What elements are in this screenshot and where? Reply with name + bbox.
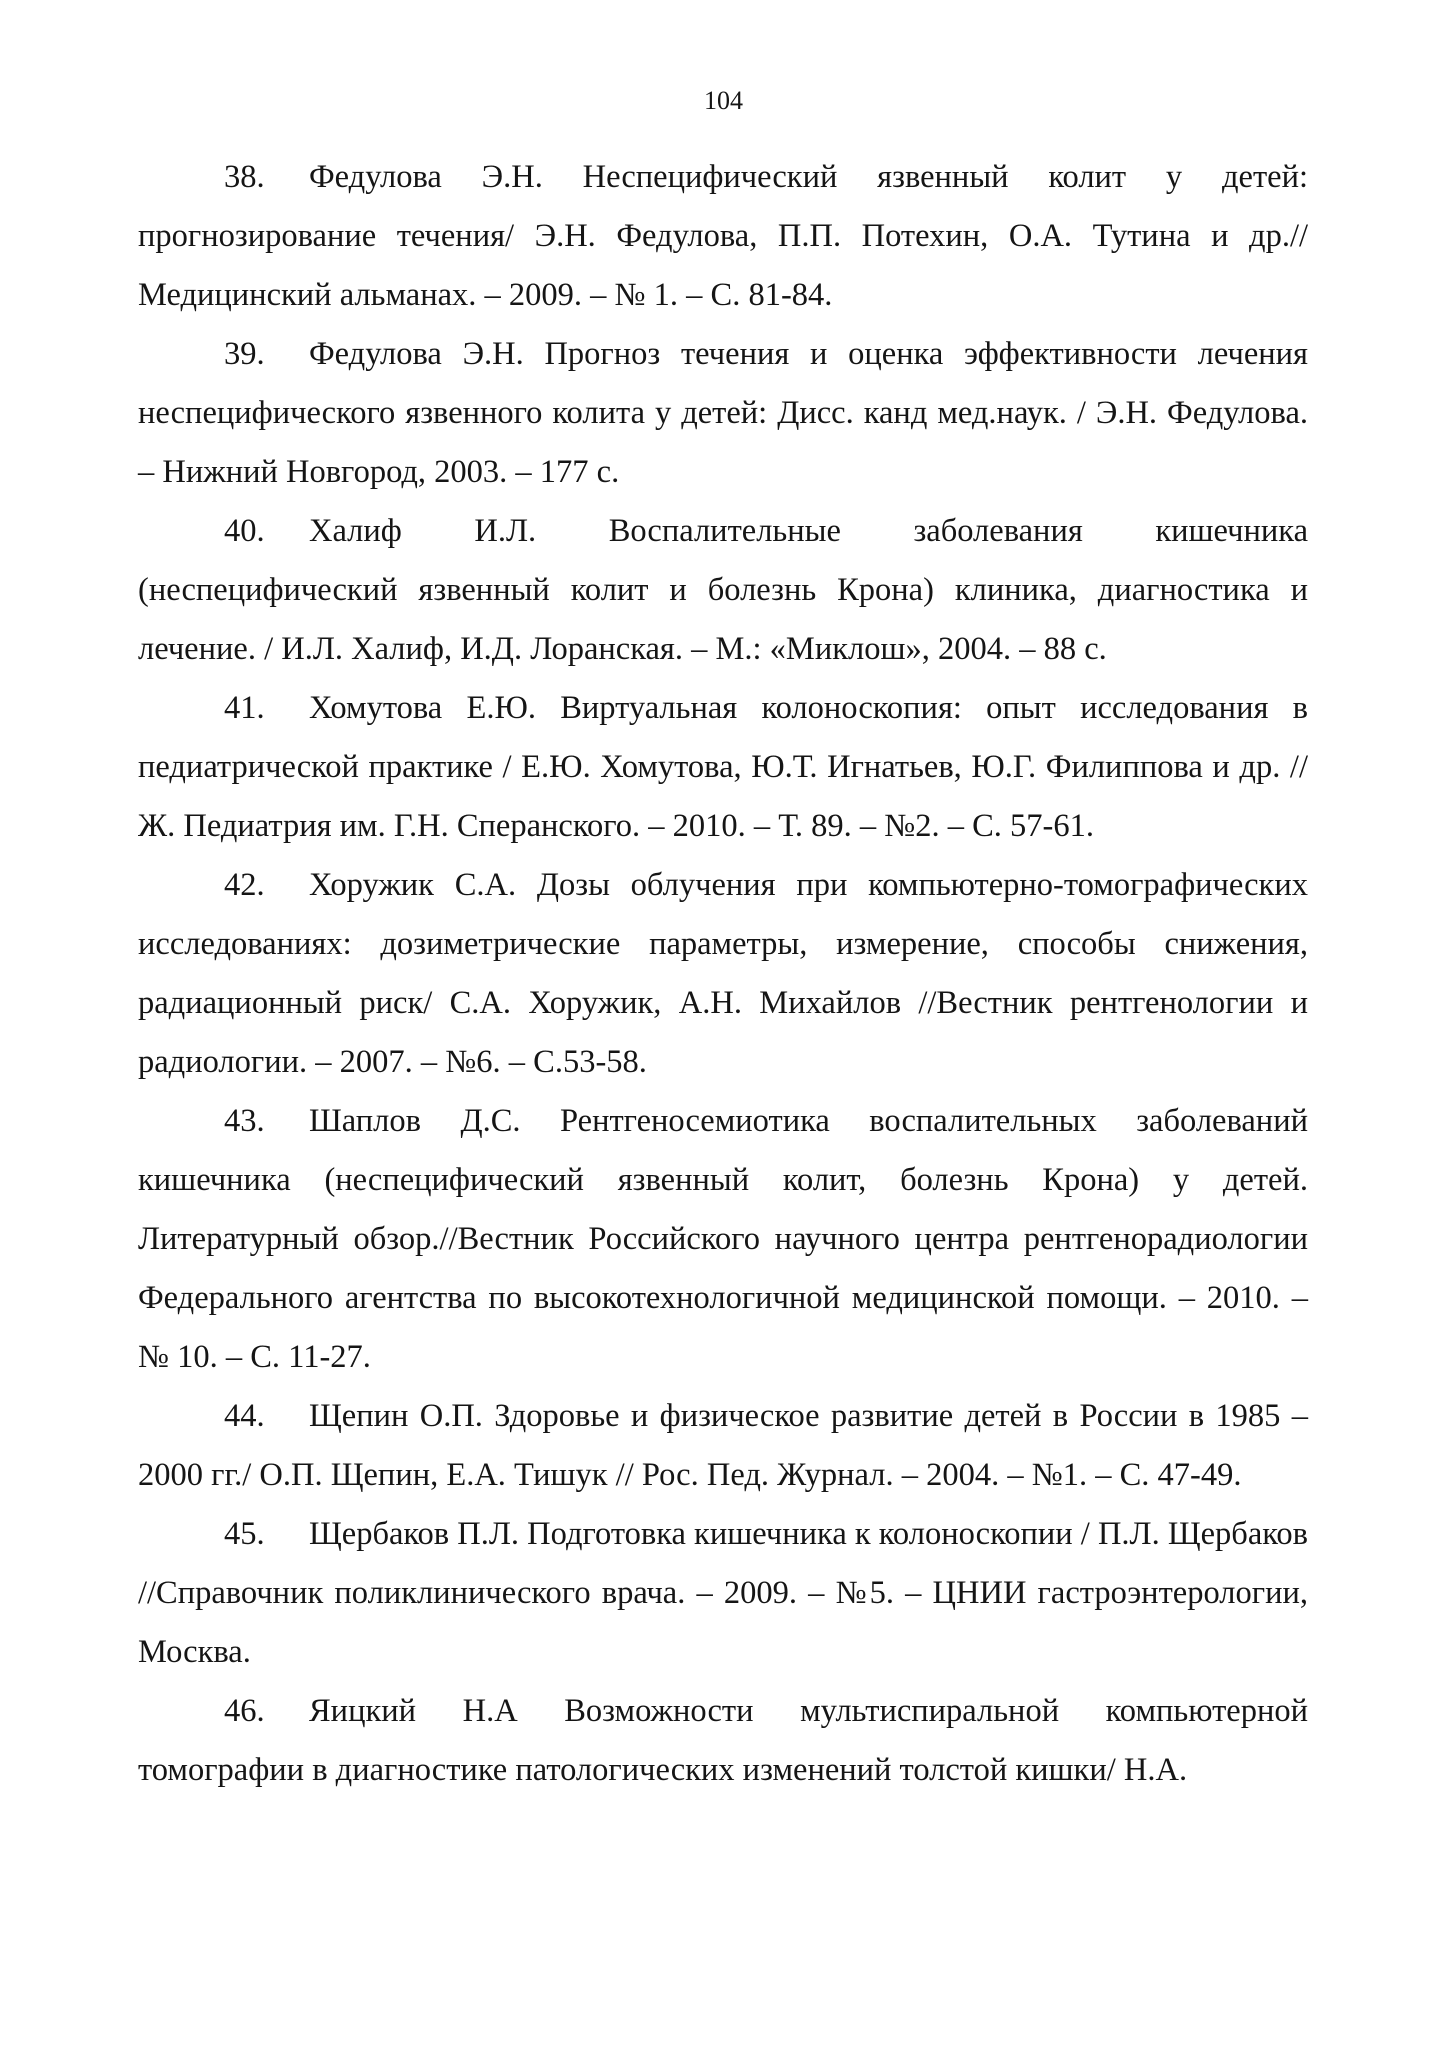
reference-number: 46. — [224, 1693, 265, 1729]
reference-item — [138, 1092, 1308, 1387]
reference-item — [138, 1505, 1308, 1682]
reference-item — [138, 1682, 1308, 1800]
reference-item — [138, 856, 1308, 1092]
reference-number: 42. — [224, 867, 265, 903]
reference-list — [138, 148, 1308, 1800]
reference-item — [138, 502, 1308, 679]
reference-item — [138, 325, 1308, 502]
reference-text: Хоружик С.А. Дозы облучения при компьютерно-томографических исследованиях: дозиметрические параметры, измерение, способы снижения, радиационный риск/ С.А. Хоружик, А.Н. Михайлов //Вестник рентгенологии и радиологии. – 2007. – №6. – С.53-58. — [138, 867, 1308, 1080]
reference-text: Халиф И.Л. Воспалительные заболевания кишечника (неспецифический язвенный колит и болезнь Крона) клиника, диагностика и лечение. / И.Л. Халиф, И.Д. Лоранская. – М.: «Миклош», 2004. – 88 с. — [138, 513, 1308, 667]
reference-text: Щепин О.П. Здоровье и физическое развитие детей в России в 1985 – 2000 гг./ О.П. Щепин, Е.А. Тишук // Рос. Пед. Журнал. – 2004. – №1. – С. 47-49. — [138, 1398, 1308, 1493]
reference-number: 39. — [224, 336, 265, 372]
reference-number: 41. — [224, 690, 265, 726]
reference-text: Федулова Э.Н. Неспецифический язвенный колит у детей: прогнозирование течения/ Э.Н. Федулова, П.П. Потехин, О.А. Тутина и др.//Медицинский альманах. – 2009. – № 1. – С. 81-84. — [138, 159, 1308, 313]
reference-text: Хомутова Е.Ю. Виртуальная колоноскопия: опыт исследования в педиатрической практике / Е.Ю. Хомутова, Ю.Т. Игнатьев, Ю.Г. Филиппова и др. //Ж. Педиатрия им. Г.Н. Сперанского. – 2010. – Т. 89. – №2. – С. 57-61. — [138, 690, 1308, 844]
reference-item — [138, 1387, 1308, 1505]
reference-number: 38. — [224, 159, 265, 195]
reference-number: 40. — [224, 513, 265, 549]
reference-item — [138, 679, 1308, 856]
reference-text: Федулова Э.Н. Прогноз течения и оценка эффективности лечения неспецифического язвенного колита у детей: Дисс. канд мед.наук. / Э.Н. Федулова. – Нижний Новгород, 2003. – 177 с. — [138, 336, 1308, 490]
reference-number: 44. — [224, 1398, 265, 1434]
page-number: 104 — [704, 86, 743, 115]
reference-text: Щербаков П.Л. Подготовка кишечника к колоноскопии / П.Л. Щербаков //Справочник поликлинического врача. – 2009. – №5. – ЦНИИ гастроэнтерологии, Москва. — [138, 1516, 1308, 1670]
reference-number: 45. — [224, 1516, 265, 1552]
reference-number: 43. — [224, 1103, 265, 1139]
reference-item — [138, 148, 1308, 325]
reference-text: Яицкий Н.А Возможности мультиспиральной компьютерной томографии в диагностике патологических изменений толстой кишки/ Н.А. — [138, 1693, 1308, 1788]
reference-text: Шаплов Д.С. Рентгеносемиотика воспалительных заболеваний кишечника (неспецифический язвенный колит, болезнь Крона) у детей. Литературный обзор.//Вестник Российского научного центра рентгенорадиологии Федерального агентства по высокотехнологичной медицинской помощи. – 2010. – № 10. – С. 11-27. — [138, 1103, 1308, 1375]
